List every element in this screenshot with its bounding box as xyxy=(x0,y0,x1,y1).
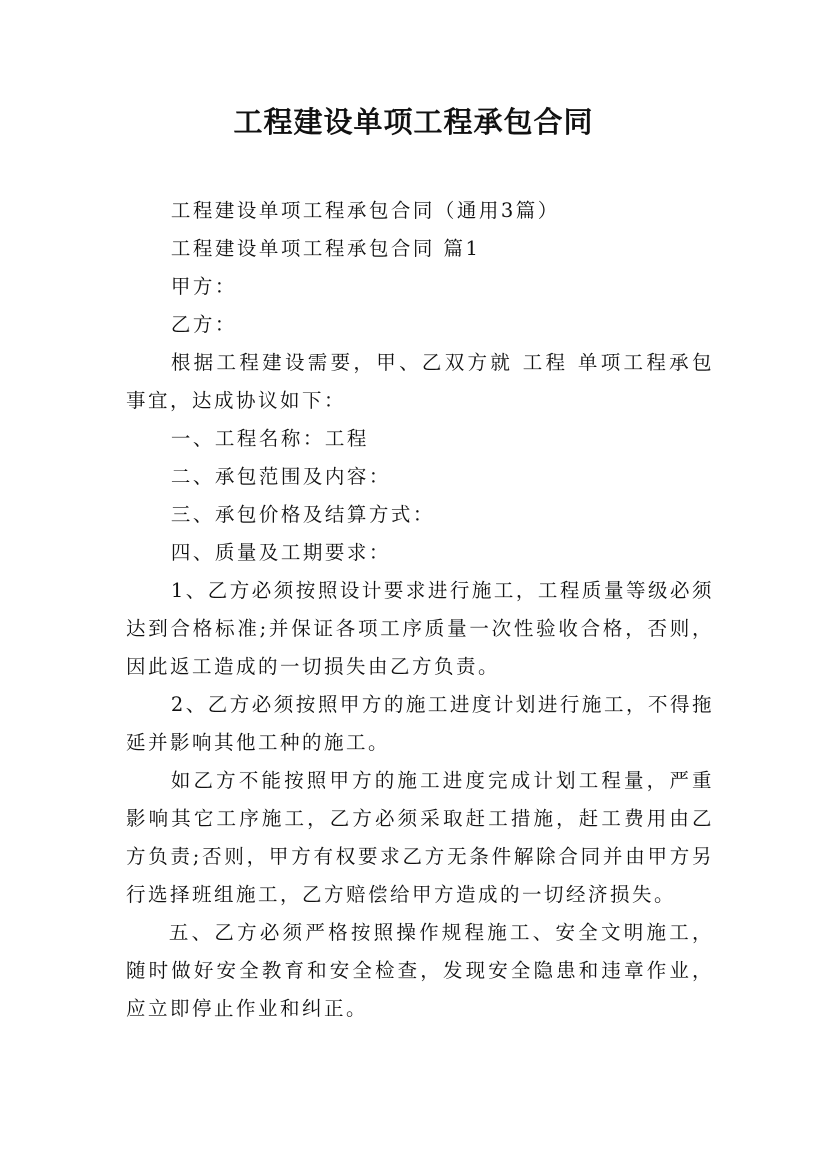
paragraph-subtitle: 工程建设单项工程承包合同（通用3篇） xyxy=(170,199,560,222)
paragraph-party-b: 乙方： xyxy=(170,313,237,336)
paragraph-clause-4: 四、质量及工期要求： xyxy=(170,541,391,564)
document-body xyxy=(126,192,714,1028)
paragraph-clause-2: 二、承包范围及内容： xyxy=(170,465,391,488)
paragraph-item-2: 2、乙方必须按照甲方的施工进度计划进行施工，不得拖延并影响其他工种的施工。 xyxy=(126,693,714,754)
paragraph-party-a: 甲方： xyxy=(170,275,237,298)
document-title: 工程建设单项工程承包合同 xyxy=(233,105,594,139)
paragraph-item-2-detail: 如乙方不能按照甲方的施工进度完成计划工程量，严重影响其它工序施工，乙方必须采取赶工措施，赶工费用由乙方负责;否则，甲方有权要求乙方无条件解除合同并由甲方另行选择班组施工，乙方赔偿给甲方造成的一切经济损失。 xyxy=(126,769,714,906)
paragraph-clause-3: 三、承包价格及结算方式： xyxy=(170,503,435,526)
paragraph-clause-5: 五、乙方必须严格按照操作规程施工、安全文明施工，随时做好安全教育和安全检查，发现安全隐患和违章作业，应立即停止作业和纠正。 xyxy=(126,921,714,1020)
paragraph-clause-1: 一、工程名称：工程 xyxy=(170,427,369,450)
paragraph-preamble: 根据工程建设需要，甲、乙双方就 工程 单项工程承包事宜，达成协议如下： xyxy=(126,351,714,412)
paragraph-section-heading: 工程建设单项工程承包合同 篇1 xyxy=(170,237,481,260)
paragraph-item-1: 1、乙方必须按照设计要求进行施工，工程质量等级必须达到合格标准;并保证各项工序质量一次性验收合格，否则，因此返工造成的一切损失由乙方负责。 xyxy=(126,579,714,678)
